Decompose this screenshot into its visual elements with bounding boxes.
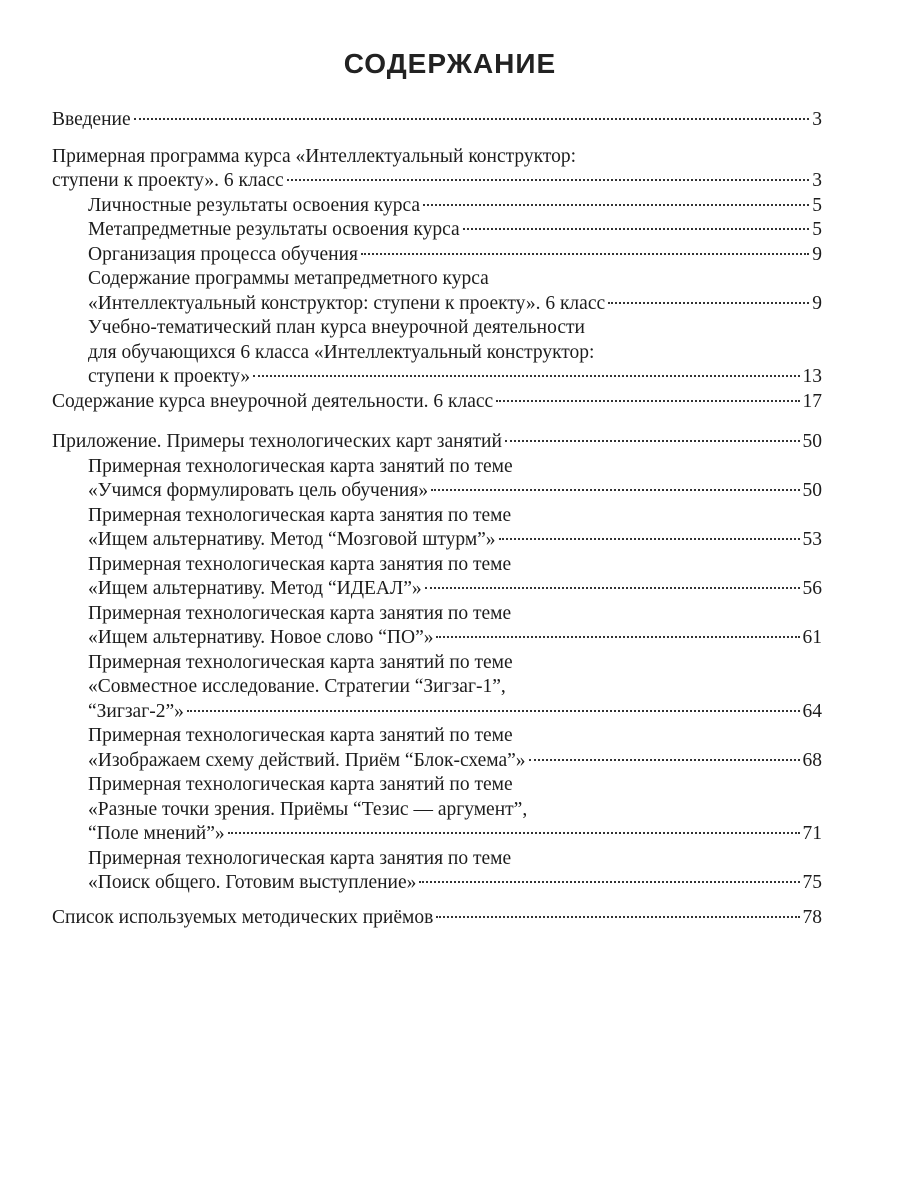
toc-entry-row bbox=[52, 108, 822, 133]
toc-entry bbox=[52, 847, 822, 896]
toc-entry bbox=[52, 504, 822, 553]
toc-entry-line: Примерная технологическая карта занятий по теме bbox=[88, 455, 513, 477]
toc-entry-row bbox=[88, 700, 822, 725]
toc-entry bbox=[52, 651, 822, 725]
toc-entry-line: «Ищем альтернативу. Новое слово “ПО”» bbox=[88, 627, 434, 648]
dot-leader bbox=[608, 302, 809, 304]
toc-entry-line: Организация процесса обучения bbox=[88, 243, 359, 265]
toc-entry bbox=[52, 145, 822, 194]
page-title: СОДЕРЖАНИЕ bbox=[343, 48, 557, 79]
toc-page-number: 78 bbox=[802, 906, 822, 928]
toc-entry-row bbox=[88, 365, 822, 390]
toc-entry-line: Личностные результаты освоения курса bbox=[88, 194, 421, 216]
dot-leader bbox=[463, 228, 810, 230]
toc-entry bbox=[52, 553, 822, 602]
toc-entry bbox=[52, 430, 822, 455]
toc-page-number: 9 bbox=[812, 292, 822, 314]
toc-entry-row bbox=[88, 194, 822, 219]
toc-entry-line: Примерная технологическая карта занятий по теме bbox=[88, 651, 513, 673]
toc-entry-line: Приложение. Примеры технологических карт занятий bbox=[52, 431, 502, 452]
toc-page-number: 75 bbox=[802, 872, 822, 893]
dot-leader bbox=[419, 881, 799, 883]
toc-entry-row bbox=[52, 390, 822, 415]
dot-leader bbox=[253, 375, 799, 377]
toc-entry bbox=[52, 906, 822, 931]
dot-leader bbox=[496, 400, 799, 402]
toc-page-number: 53 bbox=[802, 529, 822, 550]
toc-page-number: 3 bbox=[812, 109, 822, 130]
toc-entry-line: Список используемых методических приёмов bbox=[52, 906, 434, 928]
dot-leader bbox=[436, 636, 799, 638]
toc-entry-line: Учебно-тематический план курса внеурочной деятельности bbox=[88, 317, 585, 338]
toc-entry bbox=[52, 108, 822, 133]
toc-page-number: 13 bbox=[802, 366, 822, 387]
table-of-contents bbox=[52, 108, 822, 930]
toc-page-number: 61 bbox=[802, 627, 822, 648]
toc-entry-line: “Зигзаг-2”» bbox=[88, 700, 184, 722]
toc-entry-line: «Разные точки зрения. Приёмы “Тезис — аргумент”, bbox=[88, 798, 528, 820]
toc-entry-line: «Ищем альтернативу. Метод “Мозговой штурм”» bbox=[88, 529, 496, 550]
toc-entry-row bbox=[88, 243, 822, 268]
toc-entry-row bbox=[88, 577, 822, 602]
toc-page-number: 64 bbox=[802, 700, 822, 722]
toc-page-number: 5 bbox=[812, 194, 822, 216]
toc-entry-line: Метапредметные результаты освоения курса bbox=[88, 219, 460, 240]
toc-entry-row bbox=[52, 430, 822, 455]
dot-leader bbox=[436, 916, 799, 918]
dot-leader bbox=[187, 710, 800, 712]
toc-page-number: 17 bbox=[802, 390, 822, 412]
toc-entry-line: для обучающихся 6 класса «Интеллектуальный конструктор: bbox=[88, 341, 595, 363]
toc-entry-line: Примерная технологическая карта занятия по теме bbox=[88, 504, 512, 526]
toc-entry-row bbox=[88, 626, 822, 651]
toc-entry-row bbox=[88, 479, 822, 504]
toc-page-number: 71 bbox=[802, 823, 822, 844]
dot-leader bbox=[499, 538, 800, 540]
toc-entry-row bbox=[88, 528, 822, 553]
toc-page-number: 56 bbox=[802, 578, 822, 599]
toc-entry-row bbox=[88, 822, 822, 847]
toc-page-number: 68 bbox=[802, 749, 822, 771]
toc-entry bbox=[52, 390, 822, 415]
toc-entry bbox=[52, 773, 822, 847]
toc-entry bbox=[52, 316, 822, 390]
toc-entry bbox=[52, 455, 822, 504]
toc-page-number: 50 bbox=[802, 431, 822, 452]
toc-entry bbox=[52, 602, 822, 651]
toc-entry-line: Примерная технологическая карта занятия по теме bbox=[88, 847, 512, 869]
dot-leader bbox=[134, 118, 810, 120]
dot-leader bbox=[529, 759, 800, 761]
toc-entry-line: «Интеллектуальный конструктор: ступени к проекту». 6 класс bbox=[88, 292, 606, 314]
toc-entry-line: Примерная программа курса «Интеллектуальный конструктор: bbox=[52, 145, 577, 167]
toc-page-number: 50 bbox=[802, 480, 822, 501]
toc-entry-line: «Поиск общего. Готовим выступление» bbox=[88, 872, 417, 893]
toc-entry-line: «Учимся формулировать цель обучения» bbox=[88, 480, 429, 501]
toc-entry-line: «Совместное исследование. Стратегии “Зигзаг-1”, bbox=[88, 676, 506, 697]
toc-entry-line: Примерная технологическая карта занятия по теме bbox=[88, 602, 512, 624]
toc-entry-row bbox=[88, 749, 822, 774]
toc-page-number: 9 bbox=[812, 243, 822, 265]
dot-leader bbox=[431, 489, 799, 491]
toc-entry-line: Примерная технологическая карта занятия по теме bbox=[88, 553, 512, 575]
dot-leader bbox=[425, 587, 800, 589]
toc-entry-line: Примерная технологическая карта занятий по теме bbox=[88, 774, 513, 795]
toc-entry bbox=[52, 194, 822, 219]
toc-entry-row bbox=[88, 292, 822, 317]
toc-entry-line: «Ищем альтернативу. Метод “ИДЕАЛ”» bbox=[88, 578, 422, 599]
toc-page-number: 5 bbox=[812, 219, 822, 240]
toc-entry-row bbox=[52, 906, 822, 931]
toc-entry-line: “Поле мнений”» bbox=[88, 823, 225, 844]
toc-entry bbox=[52, 218, 822, 243]
dot-leader bbox=[505, 440, 800, 442]
toc-entry-line: ступени к проекту» bbox=[88, 366, 251, 387]
toc-page-number: 3 bbox=[812, 170, 822, 191]
dot-leader bbox=[287, 179, 810, 181]
toc-entry-line: «Изображаем схему действий. Приём “Блок-схема”» bbox=[88, 749, 526, 771]
toc-entry-line: Примерная технологическая карта занятий по теме bbox=[88, 725, 513, 746]
dot-leader bbox=[423, 204, 809, 206]
toc-entry-row bbox=[88, 871, 822, 896]
toc-entry-row bbox=[52, 169, 822, 194]
toc-entry-line: Содержание программы метапредметного курса bbox=[88, 268, 489, 289]
toc-entry-line: Содержание курса внеурочной деятельности. 6 класс bbox=[52, 390, 494, 412]
dot-leader bbox=[361, 253, 809, 255]
toc-entry-line: Введение bbox=[52, 109, 131, 130]
toc-entry bbox=[52, 724, 822, 773]
toc-entry bbox=[52, 243, 822, 268]
toc-entry-line: ступени к проекту». 6 класс bbox=[52, 170, 284, 191]
toc-entry-row bbox=[88, 218, 822, 243]
dot-leader bbox=[228, 832, 800, 834]
toc-entry bbox=[52, 267, 822, 316]
